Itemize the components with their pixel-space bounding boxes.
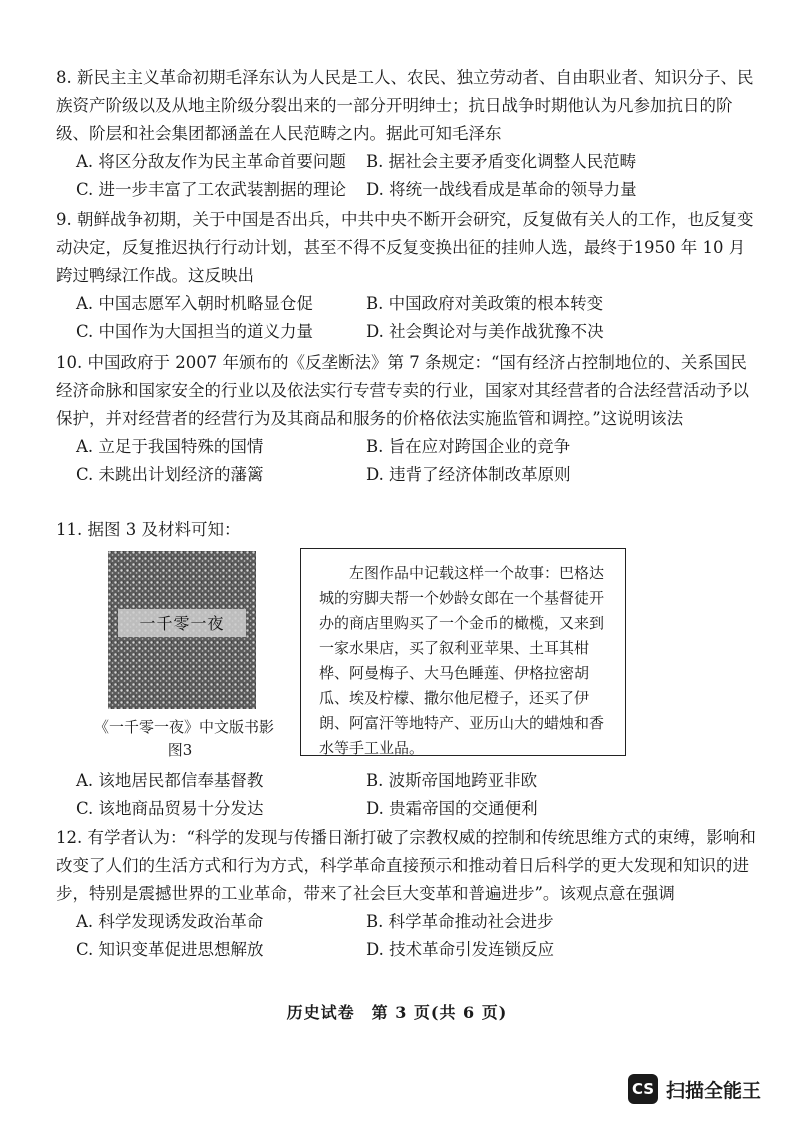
option-b: B. 中国政府对美政策的根本转变 — [366, 294, 604, 313]
option-c: C. 进一步丰富了工农武装割据的理论 — [76, 180, 347, 199]
question-stem: 11. 据图 3 及材料可知： — [56, 520, 241, 539]
question-stem: 12. 有学者认为：“科学的发现与传播日渐打破了宗教权威的控制和传统思维方式的束缚，影响和改变了人们的生活方式和行为方式，科学革命直接预示和推动着日后科学的更大发现和知识的进步，特别是震撼世界的工业革命，带来了社会巨大变革和普遍进步”。该观点意在强调 — [56, 828, 756, 903]
question-10 — [56, 349, 756, 489]
option-d: D. 违背了经济体制改革原则 — [366, 465, 571, 484]
option-d: D. 技术革命引发连锁反应 — [366, 940, 555, 959]
option-c: C. 知识变革促进思想解放 — [76, 940, 264, 959]
question-9 — [56, 206, 756, 346]
option-d: D. 将统一战线看成是革命的领导力量 — [366, 180, 637, 199]
option-b: B. 波斯帝国地跨亚非欧 — [366, 771, 538, 790]
question-stem: 10. 中国政府于 2007 年颁布的《反垄断法》第 7 条规定：“国有经济占控制地位的、关系国民经济命脉和国家安全的行业以及依法实行专营专卖的行业，国家对其经营者的合法经营活动予以保护，并对经营者的经营行为及其商品和服务的价格依法实施监管和调控。”这说明该法 — [56, 353, 749, 428]
option-d: D. 社会舆论对与美作战犹豫不决 — [366, 322, 604, 341]
page-footer: 历史试卷 第 3 页(共 6 页) — [286, 1003, 508, 1022]
option-c: C. 该地商品贸易十分发达 — [76, 799, 264, 818]
figure-label: 图3 — [167, 741, 193, 759]
options — [56, 433, 756, 489]
question-8 — [56, 64, 756, 204]
book-cover-image — [108, 551, 256, 709]
book-cover-title: 一千零一夜 — [139, 614, 225, 633]
option-c: C. 中国作为大国担当的道义力量 — [76, 322, 314, 341]
option-a: A. 科学发现诱发政治革命 — [76, 912, 264, 931]
camscanner-logo-icon: CS — [628, 1074, 658, 1104]
option-b: B. 据社会主要矛盾变化调整人民范畴 — [366, 152, 637, 171]
options — [56, 148, 756, 204]
scanner-watermark — [628, 1074, 761, 1104]
question-stem: 8. 新民主主义革命初期毛泽东认为人民是工人、农民、独立劳动者、自由职业者、知识分子、民族资产阶级以及从地主阶级分裂出来的一部分开明绅士；抗日战争时期他认为凡参加抗日的阶级、阶层和社会集团都涵盖在人民范畴之内。据此可知毛泽东 — [56, 68, 754, 143]
question-12 — [56, 824, 756, 964]
option-a: A. 立足于我国特殊的国情 — [76, 437, 264, 456]
option-a: A. 将区分敌友作为民主革命首要问题 — [76, 152, 346, 171]
option-b: B. 科学革命推动社会进步 — [366, 912, 554, 931]
material-box: 左图作品中记载这样一个故事：巴格达城的穷脚夫帮一个妙龄女郎在一个基督徒开办的商店里购买了一个金币的橄榄，又来到一家水果店，买了叙利亚苹果、土耳其柑桦、阿曼梅子、大马色睡莲、伊格拉密胡瓜、埃及柠檬、撒尔他尼橙子，还买了伊朗、阿富汗等地特产、亚历山大的蜡烛和香水等手工业品。 — [300, 548, 626, 756]
option-a: A. 该地居民都信奉基督教 — [76, 771, 264, 790]
options — [56, 767, 756, 823]
question-11-options — [56, 767, 756, 823]
option-b: B. 旨在应对跨国企业的竞争 — [366, 437, 571, 456]
question-11 — [56, 516, 756, 544]
option-c: C. 未跳出计划经济的藩篱 — [76, 465, 264, 484]
options — [56, 290, 756, 346]
options — [56, 908, 756, 964]
option-d: D. 贵霜帝国的交通便利 — [366, 799, 538, 818]
option-a: A. 中国志愿军入朝时机略显仓促 — [76, 294, 313, 313]
question-stem: 9. 朝鲜战争初期，关于中国是否出兵，中共中央不断开会研究，反复做有关人的工作，也反复变动决定，反复推迟执行行动计划，甚至不得不反复变换出征的挂帅人选，最终于1950 年 10 月跨过鸭绿江作战。这反映出 — [56, 210, 754, 285]
figure-caption: 《一千零一夜》中文版书影 — [93, 718, 274, 736]
watermark-text: 扫描全能王 — [666, 1079, 762, 1102]
